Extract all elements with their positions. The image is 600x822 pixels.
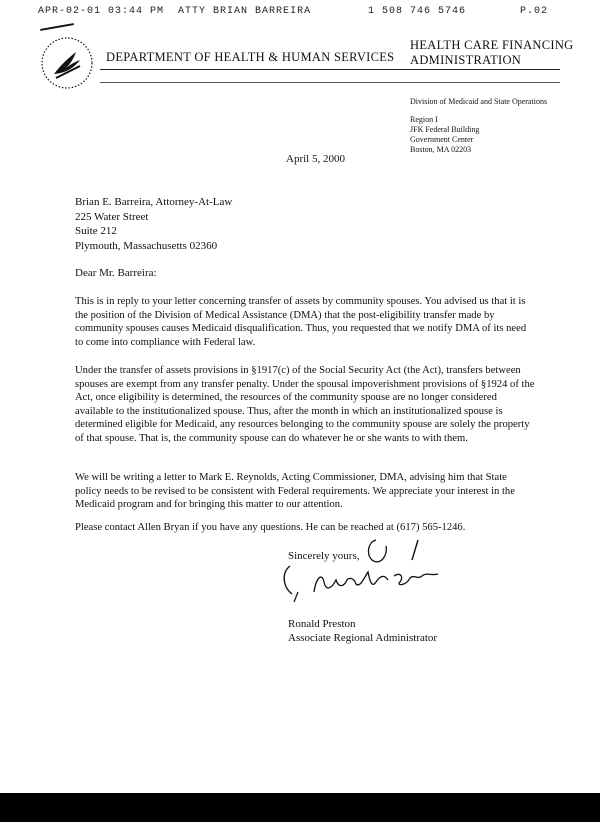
fax-datetime-sender (38, 6, 311, 17)
signature-block (288, 617, 437, 645)
agency-line-1: HEALTH CARE FINANCING (410, 38, 574, 52)
fax-scan-border (0, 793, 600, 822)
signer-title: Associate Regional Administrator (288, 632, 438, 644)
salutation: Dear Mr. Barreira: (75, 267, 157, 279)
signer-name: Ronald Preston (288, 618, 356, 630)
body-paragraph: This is in reply to your letter concerning transfer of assets by community spouses. You advised us that it is the position of the Division of Medical Assistance (DMA) that the post-eligibility transfer made by community spouses causes Medicaid disqualification. Thus, you requested that we notify DMA of its need to come into compliance with Federal law. (75, 296, 527, 348)
agency-line-2: ADMINISTRATION (410, 53, 522, 67)
agency-name (410, 38, 573, 68)
body-paragraph: Please contact Allen Bryan if you have any questions. He can be reached at (617) 565-1246. (75, 522, 466, 533)
fax-phone: 1 508 746 5746 (368, 6, 467, 17)
fax-header (0, 6, 600, 20)
office-line: Government Center (410, 135, 474, 144)
office-line: Boston, MA 02203 (410, 145, 472, 154)
recipient-line: Plymouth, Massachusetts 02360 (75, 239, 218, 252)
recipient-line: 225 Water Street (75, 210, 149, 223)
body-paragraph: We will be writing a letter to Mark E. Reynolds, Acting Commissioner, DMA, advising him that State policy needs to be revised to be consistent with Federal requirements. We appreciate your interest in the Medicaid program and for bringing this matter to our attention. (75, 472, 515, 511)
letterhead-rule-secondary (100, 82, 560, 83)
letterhead-rule (100, 69, 560, 70)
office-line: Region I (410, 115, 438, 124)
recipient-line: Suite 212 (75, 225, 117, 237)
handwritten-signature (276, 536, 456, 606)
letter-date: April 5, 2000 (286, 153, 345, 165)
closing: Sincerely yours, (288, 550, 360, 562)
recipient-address (75, 195, 232, 253)
fax-datetime: APR-02-01 03:44 PM (38, 6, 165, 17)
office-address (410, 115, 479, 155)
fax-mark (40, 23, 74, 31)
fax-page-number: P.02 (520, 6, 549, 17)
fax-sender: ATTY BRIAN BARREIRA (178, 6, 312, 17)
department-name: DEPARTMENT OF HEALTH & HUMAN SERVICES (106, 50, 395, 64)
body-paragraph: Under the transfer of assets provisions in §1917(c) of the Social Security Act (the Act), transfers between spouses are exempt from any transfer penalty. Under the spousal impoverishment provisions of §1924 of the Act, once eligibility is determined, the resources of the community spouse are no longer considered available to the institutionalized spouse. Thus, after the month in which an institutionalized spouse is determined eligible for Medicaid, any resources belonging to the community spouse are solely the property of that spouse. That is, the community spouse can do whatever he or she wants to with them. (75, 365, 535, 444)
recipient-line: Brian E. Barreira, Attorney-At-Law (75, 196, 233, 208)
hhs-eagle-seal-icon (40, 36, 94, 90)
division-name: Division of Medicaid and State Operations (410, 97, 548, 106)
office-line: JFK Federal Building (410, 125, 480, 134)
